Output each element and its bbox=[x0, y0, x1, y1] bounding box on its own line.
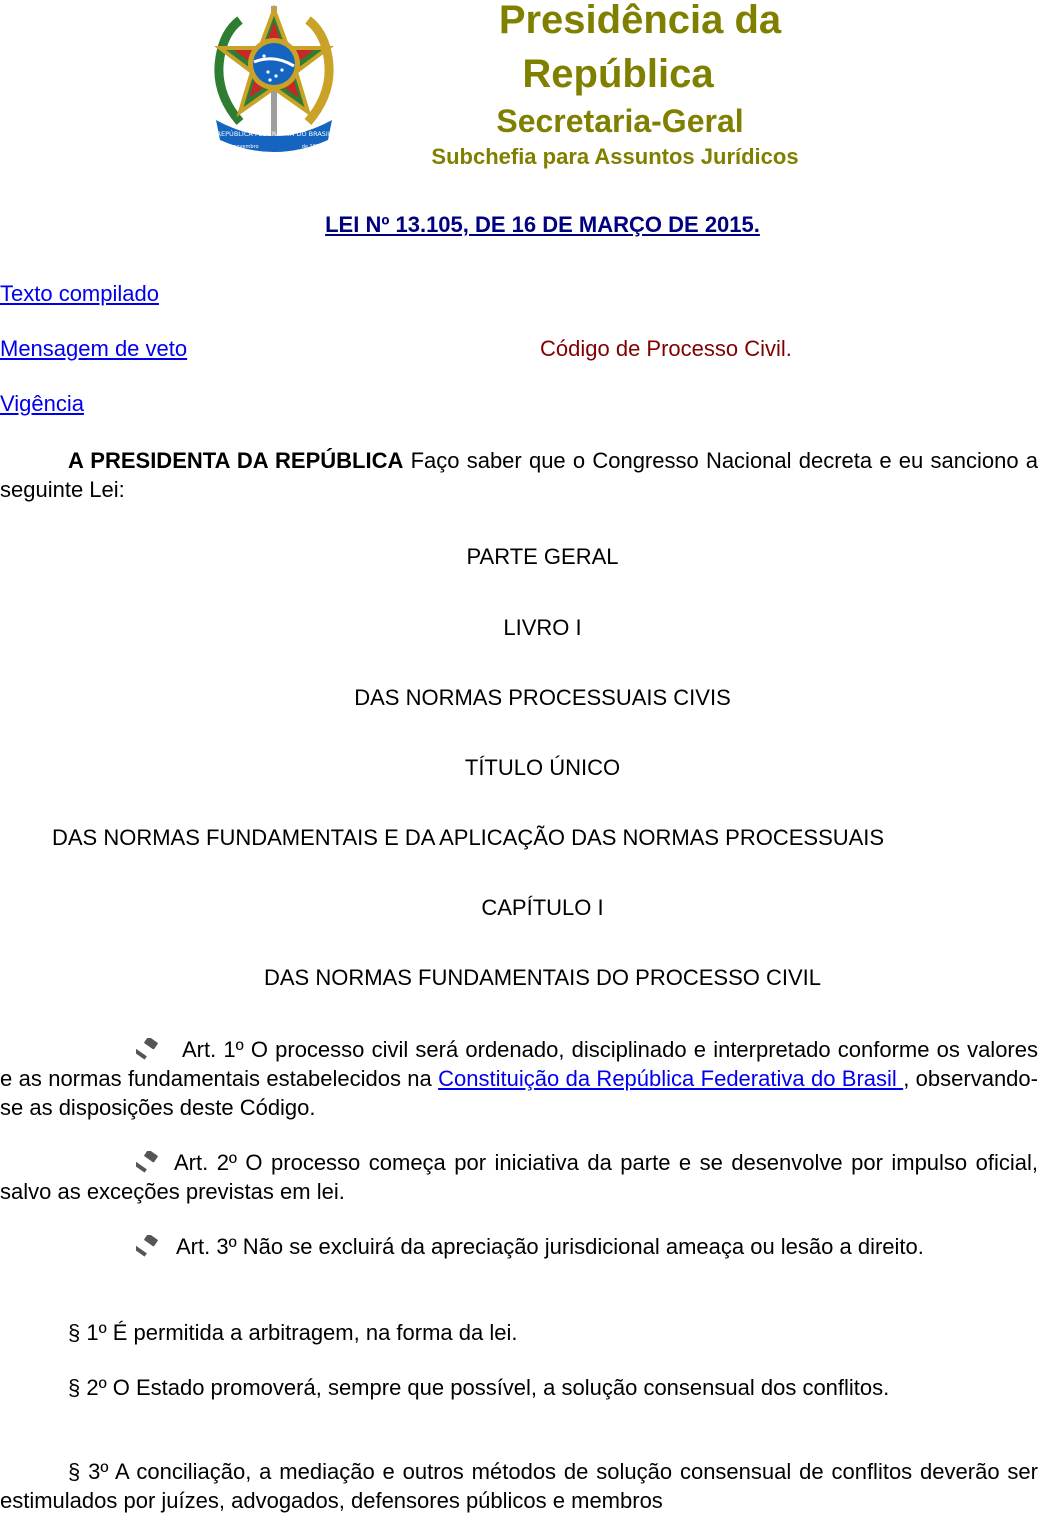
article-3 bbox=[0, 1232, 1038, 1261]
link-texto-compilado[interactable]: Texto compilado bbox=[0, 281, 159, 306]
heading-parte-geral: PARTE GERAL bbox=[466, 544, 619, 569]
emblem-date-left: 15 de novembro bbox=[217, 144, 259, 150]
header-republica: República bbox=[522, 52, 714, 96]
header-subchefia: Subchefia para Assuntos Jurídicos bbox=[431, 144, 799, 169]
law-title-link[interactable]: LEI Nº 13.105, DE 16 DE MARÇO DE 2015. bbox=[325, 212, 760, 237]
heading-livro-title: DAS NORMAS PROCESSUAIS CIVIS bbox=[354, 685, 731, 710]
heading-capitulo: CAPÍTULO I bbox=[481, 895, 604, 920]
heading-titulo: TÍTULO ÚNICO bbox=[464, 755, 621, 780]
preamble-bold: A PRESIDENTA DA REPÚBLICA bbox=[68, 448, 404, 473]
article-1 bbox=[0, 1035, 1038, 1122]
article-2 bbox=[0, 1148, 1038, 1206]
heading-livro: LIVRO I bbox=[503, 615, 582, 640]
paragraph-1: § 1º É permitida a arbitragem, na forma da lei. bbox=[68, 1320, 518, 1345]
paragraph-2: § 2º O Estado promoverá, sempre que possível, a solução consensual dos conflitos. bbox=[68, 1375, 890, 1400]
emblem-date-right: de 1889 bbox=[301, 144, 323, 150]
article-2-text: Art. 2º O processo começa por iniciativa da parte e se desenvolve por impulso oficial, salvo as exceções previstas em lei. bbox=[0, 1150, 1038, 1204]
link-constituicao[interactable]: Constituição da República Federativa do Brasil bbox=[438, 1066, 904, 1091]
header-secretaria: Secretaria-Geral bbox=[496, 103, 744, 139]
link-vigencia[interactable]: Vigência bbox=[0, 391, 84, 416]
preamble bbox=[0, 446, 1038, 504]
article-3-text: Art. 3º Não se excluirá da apreciação jurisdicional ameaça ou lesão a direito. bbox=[176, 1234, 924, 1259]
preamble-text: Faço saber que o Congresso Nacional decreta e eu sanciono a seguinte Lei: bbox=[0, 448, 1039, 502]
paragraph-3: § 3º A conciliação, a mediação e outros métodos de solução consensual de conflitos deverão ser estimulados por juízes, advogados, defensores públicos e membros bbox=[0, 1459, 1038, 1513]
article-1-text-end: , observando-se as disposições deste Código. bbox=[0, 1066, 1038, 1120]
link-mensagem-veto[interactable]: Mensagem de veto bbox=[0, 336, 188, 361]
emblem-ribbon-text: REPÚBLICA FEDERATIVA DO BRASIL bbox=[216, 130, 332, 138]
heading-capitulo-title: DAS NORMAS FUNDAMENTAIS DO PROCESSO CIVIL bbox=[263, 965, 821, 990]
header-presidencia: Presidência da bbox=[498, 0, 782, 42]
article-1-text: Art. 1º O processo civil será ordenado, disciplinado e interpretado conforme os valores e as normas fundamentais estabelecidos na bbox=[0, 1037, 1038, 1091]
gavel-icon[interactable] bbox=[136, 1038, 162, 1060]
gavel-icon[interactable] bbox=[136, 1235, 162, 1257]
ementa: Código de Processo Civil. bbox=[540, 336, 792, 361]
gavel-icon[interactable] bbox=[136, 1151, 162, 1173]
heading-titulo-title: DAS NORMAS FUNDAMENTAIS E DA APLICAÇÃO DAS NORMAS PROCESSUAIS bbox=[52, 825, 885, 850]
coat-of-arms-emblem bbox=[210, 2, 338, 154]
